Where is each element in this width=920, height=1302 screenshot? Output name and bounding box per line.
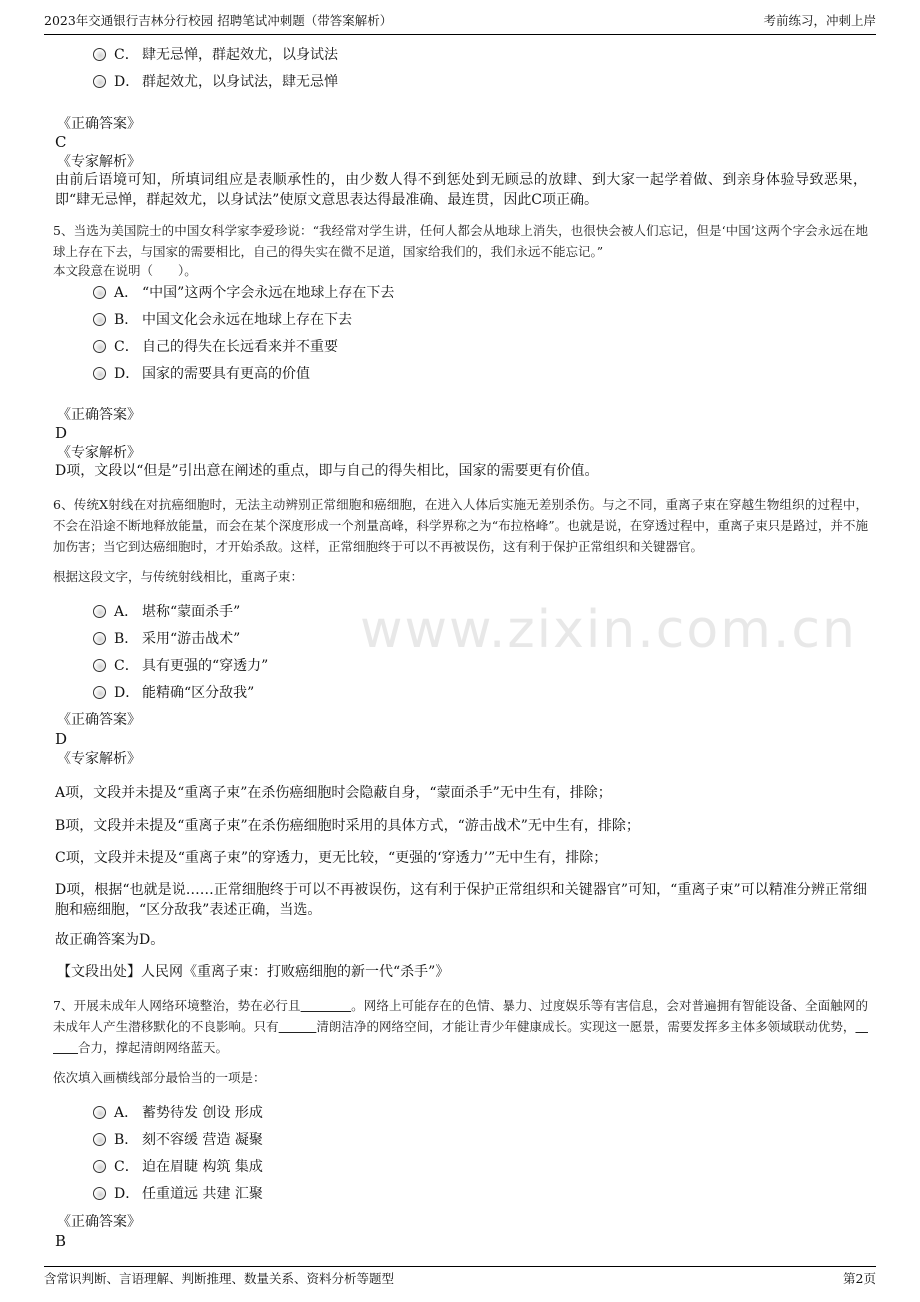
option-c[interactable]: C． 自己的得失在长远看来并不重要: [93, 336, 338, 358]
radio-icon[interactable]: [93, 286, 106, 299]
answer-value: D: [55, 730, 68, 748]
radio-icon[interactable]: [93, 1160, 106, 1173]
footer-description: 含常识判断、言语理解、判断推理、数量关系、资料分析等题型: [44, 1271, 395, 1286]
header-slogan: 考前练习，冲刺上岸: [763, 13, 876, 28]
option-d[interactable]: D． 能精确“区分敌我”: [93, 682, 254, 704]
option-b[interactable]: B． 刻不容缓 营造 凝聚: [93, 1129, 263, 1151]
question-5-prompt: 本文段意在说明（ ）。: [53, 263, 197, 278]
answer-value: B: [55, 1232, 67, 1250]
radio-icon[interactable]: [93, 659, 106, 672]
question-7-stem: 7、开展未成年人网络环境整治，势在必行且＿＿＿＿。网络上可能存在的色情、暴力、过度娱乐等有害信息，会对普遍拥有智能设备、全面触网的未成年人产生潜移默化的不良影响。只有＿＿＿清朗洁净的网络空间，才能让青少年健康成长。实现这一愿景，需要发挥多主体多领域联动优势，＿＿＿合力，撑起清朗网络蓝天。: [53, 998, 868, 1055]
analysis-text: D项，文段以“但是”引出意在阐述的重点，即与自己的得失相比，国家的需要更有价值。: [55, 463, 599, 479]
radio-icon[interactable]: [93, 1106, 106, 1119]
radio-icon[interactable]: [93, 48, 106, 61]
option-b[interactable]: B． 采用“游击战术”: [93, 628, 240, 650]
page-header: [44, 10, 876, 35]
blank-3: ＿＿＿: [53, 1019, 868, 1055]
source-citation: 【文段出处】人民网《重离子束：打败癌细胞的新一代“杀手”》: [57, 964, 450, 980]
option-c[interactable]: C． 肆无忌惮，群起效尤，以身试法: [93, 44, 338, 66]
option-a[interactable]: A． 堪称“蒙面杀手”: [93, 601, 240, 623]
answer-heading: 《正确答案》: [57, 116, 141, 132]
option-d[interactable]: D． 任重道远 共建 汇聚: [93, 1183, 263, 1205]
option-a[interactable]: A． “中国”这两个字会永远在地球上存在下去: [93, 282, 394, 304]
radio-icon[interactable]: [93, 632, 106, 645]
analysis-a: A项，文段并未提及“重离子束”在杀伤癌细胞时会隐蔽自身，“蒙面杀手”无中生有，排除；: [55, 785, 612, 801]
radio-icon[interactable]: [93, 340, 106, 353]
analysis-c: C项，文段并未提及“重离子束”的穿透力，更无比较，“更强的‘穿透力’”无中生有，排除；: [55, 850, 608, 866]
analysis-d: D项，根据“也就是说……正常细胞终于可以不再被误伤，这有利于保护正常组织和关键器官”可知，“重离子束”可以精准分辨正常细胞和癌细胞，“区分敌我”表述正确，当选。: [55, 882, 867, 918]
radio-icon[interactable]: [93, 313, 106, 326]
radio-icon[interactable]: [93, 1133, 106, 1146]
analysis-b: B项，文段并未提及“重离子束”在杀伤癌细胞时采用的具体方式，“游击战术”无中生有，排除；: [55, 818, 640, 834]
option-d[interactable]: D． 群起效尤，以身试法，肆无忌惮: [93, 71, 338, 93]
analysis-text: 由前后语境可知，所填词组应是表顺承性的，由少数人得不到惩处到无顾忌的放肆、到大家一起学着做、到亲身体验导致恶果，即“肆无忌惮，群起效尤，以身试法”使原文意思表达得最准确、最连贯，因此C项正确。: [55, 172, 867, 208]
radio-icon[interactable]: [93, 686, 106, 699]
page-footer: [44, 1266, 876, 1291]
answer-value: D: [55, 424, 68, 442]
analysis-heading: 《专家解析》: [57, 751, 141, 767]
question-7-prompt: 依次填入画横线部分最恰当的一项是：: [53, 1070, 266, 1085]
answer-heading: 《正确答案》: [57, 1214, 141, 1230]
radio-icon[interactable]: [93, 367, 106, 380]
question-5-stem: 5、当选为美国院士的中国女科学家李爱珍说：“我经常对学生讲，任何人都会从地球上消失，也很快会被人们忘记，但是‘中国’这两个字会永远在地球上存在下去，与国家的需要相比，自己的得失实在微不足道，国家给我们的，我们永远不能忘记。”: [53, 223, 868, 259]
answer-heading: 《正确答案》: [57, 407, 141, 423]
question-6-prompt: 根据这段文字，与传统射线相比，重离子束：: [53, 569, 304, 584]
radio-icon[interactable]: [93, 605, 106, 618]
radio-icon[interactable]: [93, 1187, 106, 1200]
header-title: 2023年交通银行吉林分行校园 招聘笔试冲刺题（带答案解析）: [44, 13, 393, 28]
option-c[interactable]: C． 具有更强的“穿透力”: [93, 655, 268, 677]
analysis-heading: 《专家解析》: [57, 445, 141, 461]
option-d[interactable]: D． 国家的需要具有更高的价值: [93, 363, 310, 385]
page-number: 第2页: [843, 1271, 876, 1286]
conclusion: 故正确答案为D。: [55, 932, 165, 948]
answer-heading: 《正确答案》: [57, 712, 141, 728]
option-a[interactable]: A． 蓄势待发 创设 形成: [93, 1102, 263, 1124]
analysis-heading: 《专家解析》: [57, 154, 141, 170]
option-c[interactable]: C． 迫在眉睫 构筑 集成: [93, 1156, 263, 1178]
option-b[interactable]: B． 中国文化会永远在地球上存在下去: [93, 309, 352, 331]
blank-1: ＿＿＿＿: [300, 998, 352, 1013]
question-6-stem: 6、传统X射线在对抗癌细胞时，无法主动辨别正常细胞和癌细胞，在进入人体后实施无差别杀伤。与之不同，重离子束在穿越生物组织的过程中，不会在沿途不断地释放能量，而会在某个深度形成一个剂量高峰，科学界称之为“布拉格峰”。也就是说，在穿透过程中，重离子束只是路过，并不施加伤害；当它到达癌细胞时，才开始杀敌。这样，正常细胞终于可以不再被误伤，这有利于保护正常组织和关键器官。: [53, 497, 868, 554]
answer-value: C: [55, 133, 67, 151]
blank-2: ＿＿＿: [278, 1019, 317, 1034]
radio-icon[interactable]: [93, 75, 106, 88]
watermark: www.zixin.com.cn: [360, 600, 857, 660]
